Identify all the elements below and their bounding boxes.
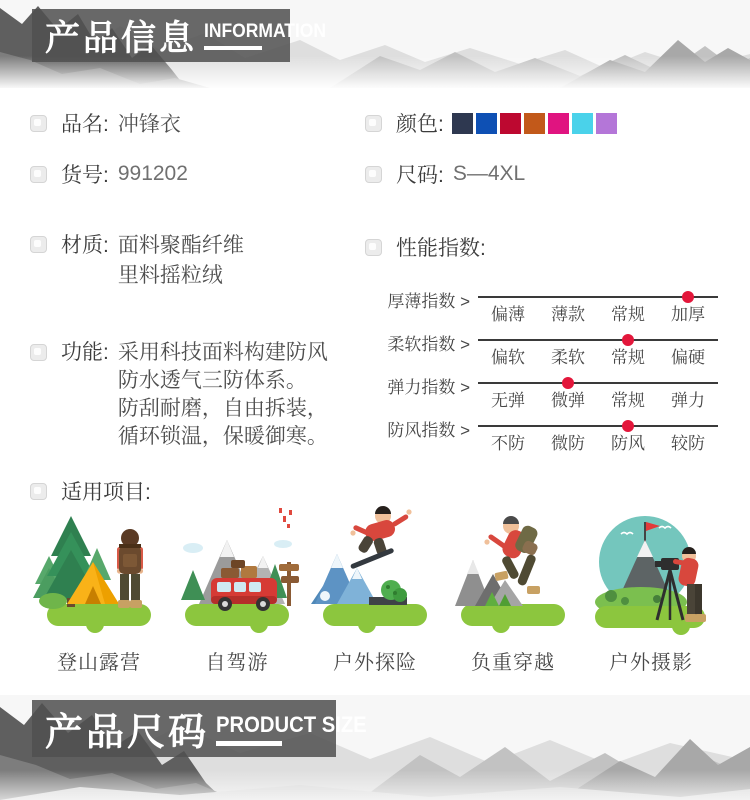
size-value: S—4XL [452, 162, 526, 185]
activity-caption: 户外探险 [333, 652, 417, 674]
color-swatch [452, 113, 473, 134]
scale-option: 防风 [611, 434, 645, 453]
size-section-subtitle: PRODUCT SIZE [216, 711, 367, 737]
checkbox-bullet-icon [30, 483, 47, 500]
row-label: 弹力指数 > [387, 378, 470, 397]
color-swatch [572, 113, 593, 134]
camping-icon [33, 500, 165, 640]
function-label: 功能: [61, 341, 109, 364]
page-subtitle: INFORMATION [204, 21, 327, 42]
field-item-no [30, 159, 188, 189]
checkbox-bullet-icon [30, 115, 47, 132]
scale-line [478, 339, 718, 341]
activity-outdoor-adventure [306, 500, 444, 675]
activity-caption: 户外摄影 [609, 652, 693, 674]
color-swatch [500, 113, 521, 134]
material-line: 面料聚酯纤维 [117, 234, 244, 257]
checkbox-bullet-icon [365, 115, 382, 132]
scale-option: 偏薄 [491, 305, 525, 324]
performance-label: 性能指数: [396, 237, 486, 260]
scale [478, 369, 718, 412]
color-label: 颜色: [396, 113, 444, 136]
function-lines [118, 339, 328, 451]
material-label: 材质: [61, 234, 109, 257]
scale-option: 薄款 [551, 305, 585, 324]
performance-row-elasticity [365, 369, 730, 412]
scale [478, 283, 718, 326]
checkbox-bullet-icon [365, 239, 382, 256]
scale-options [478, 386, 718, 411]
scale-option: 柔软 [551, 348, 585, 367]
activity-road-trip [168, 500, 306, 675]
function-line: 防刮耐磨，自由拆装， [117, 397, 328, 420]
field-size [365, 159, 525, 189]
function-line: 采用科技面料构建防风 [117, 341, 328, 364]
row-label: 厚薄指数 > [387, 292, 470, 311]
item-no-value: 991202 [117, 162, 188, 185]
performance-row-softness [365, 326, 730, 369]
color-swatches [452, 113, 620, 134]
function-line: 防水透气三防体系。 [117, 369, 307, 392]
scale-option: 无弹 [491, 391, 525, 410]
activity-load-trekking [444, 500, 582, 675]
scale-option: 加厚 [671, 305, 705, 324]
activity-caption: 负重穿越 [471, 652, 555, 674]
outdoor-photography-icon [585, 500, 717, 640]
scale-option: 较防 [671, 434, 705, 453]
load-trekking-icon [447, 500, 579, 640]
outdoor-adventure-icon [309, 500, 441, 640]
activity-caption: 登山露营 [57, 652, 141, 674]
field-material [30, 231, 244, 291]
checkbox-bullet-icon [365, 166, 382, 183]
product-name-value: 冲锋衣 [117, 113, 181, 136]
scale-options [478, 300, 718, 325]
field-product-name [30, 108, 181, 138]
size-section-banner [32, 700, 367, 757]
scale-line [478, 425, 718, 427]
scale-option: 不防 [491, 434, 525, 453]
scale [478, 326, 718, 369]
scale-option: 常规 [611, 348, 645, 367]
field-performance-header [365, 232, 486, 262]
product-name-label: 品名: [61, 113, 109, 136]
scale-options [478, 343, 718, 368]
page-subtitle-wrap [204, 21, 337, 50]
scale-option: 常规 [611, 391, 645, 410]
checkbox-bullet-icon [30, 236, 47, 253]
activity-camping [30, 500, 168, 675]
scale-option: 偏软 [491, 348, 525, 367]
scale-option: 微防 [551, 434, 585, 453]
color-swatch [476, 113, 497, 134]
scale-option: 微弹 [551, 391, 585, 410]
color-swatch [596, 113, 617, 134]
activity-caption: 自驾游 [205, 652, 269, 674]
material-line: 里料摇粒绒 [117, 264, 223, 287]
row-label: 柔软指数 > [387, 335, 470, 354]
field-color [365, 108, 620, 138]
material-lines [118, 231, 244, 291]
subtitle-underline [216, 741, 282, 746]
scale-option: 弹力 [671, 391, 705, 410]
field-function [30, 339, 328, 451]
size-section-subtitle-wrap [216, 712, 380, 746]
scale-option: 偏硬 [671, 348, 705, 367]
scale-line [478, 382, 718, 384]
item-no-label: 货号: [61, 164, 109, 187]
scale-option: 常规 [611, 305, 645, 324]
color-swatch [524, 113, 545, 134]
performance-row-thickness [365, 283, 730, 326]
size-section-title: 产品尺码 [45, 712, 210, 754]
color-swatch [548, 113, 569, 134]
activity-outdoor-photography [582, 500, 720, 675]
scale-options [478, 429, 718, 454]
applicable-label: 适用项目: [61, 481, 151, 504]
function-line: 循环锁温，保暖御寒。 [117, 425, 328, 448]
page-title-banner [32, 9, 327, 62]
performance-index-table [365, 283, 730, 459]
performance-row-windproof [365, 412, 730, 455]
page-title: 产品信息 [45, 18, 198, 58]
scale [478, 412, 718, 455]
checkbox-bullet-icon [30, 166, 47, 183]
road-trip-icon [171, 500, 303, 640]
checkbox-bullet-icon [30, 344, 47, 361]
row-label: 防风指数 > [387, 421, 470, 440]
size-label: 尺码: [396, 164, 444, 187]
subtitle-underline [204, 46, 262, 50]
